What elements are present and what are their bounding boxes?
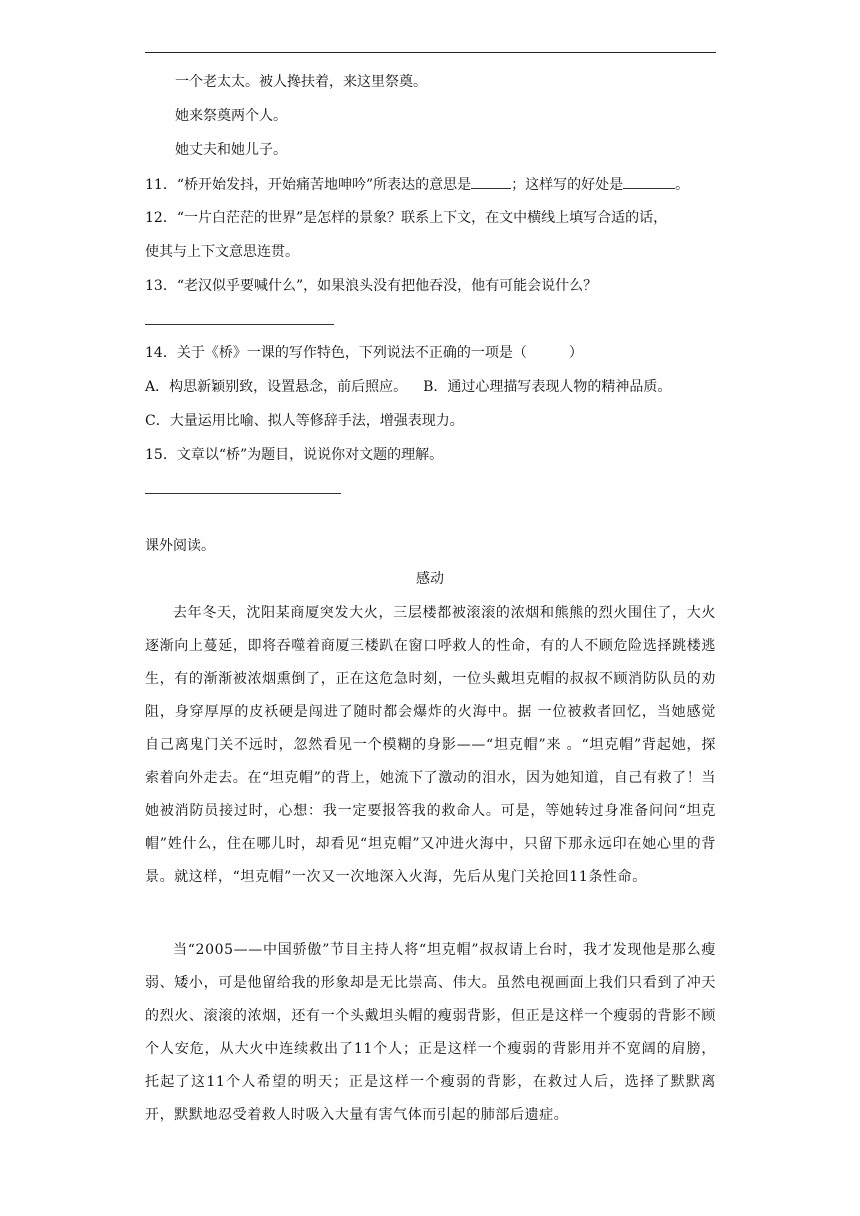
answer-line-15[interactable]	[145, 493, 341, 494]
answer-blank-11a[interactable]	[471, 174, 511, 189]
option-a[interactable]: A．构思新颖别致，设置悬念，前后照应。	[145, 379, 408, 395]
option-b[interactable]: B．通过心理描写表现人物的精神品质。	[423, 379, 672, 395]
question-11-part-b: ；这样写的好处是	[511, 177, 624, 193]
fragment-line-2: 她来祭奠两个人。	[175, 108, 287, 124]
question-12-line-2: 使其与上下文意思连贯。	[145, 244, 299, 260]
fragment-line-1: 一个老太太。被人搀扶着，来这里祭奠。	[175, 74, 427, 90]
question-11-part-c: 。	[675, 177, 690, 193]
question-15: 15．文章以“桥”为题目，说说你对文题的理解。	[145, 447, 444, 463]
question-12-line-1: 12．“一片白茫茫的世界”是怎样的景象？联系上下文，在文中横线上填写合适的话，	[145, 210, 668, 226]
passage-title: 感动	[416, 571, 444, 587]
header-rule	[145, 52, 716, 53]
fragment-line-3: 她丈夫和她儿子。	[175, 142, 287, 158]
question-14-option-c-line	[145, 411, 716, 431]
question-11	[145, 174, 716, 195]
answer-line-13[interactable]	[145, 324, 334, 325]
question-11-part-a: 11．“桥开始发抖，开始痛苦地呻吟”所表达的意思是	[145, 177, 472, 193]
passage-paragraph-1: 去年冬天，沈阳某商厦突发大火，三层楼都被滚滚的浓烟和熊熊的烈火围住了，大火逐渐向上蔓延，即将吞噬着商厦三楼趴在窗口呼救人的性命，有的人不顾危险选择跳楼逃生，有的渐渐被浓烟熏倒了，正在这危急时刻，一位头戴坦克帽的叔叔不顾消防队员的劝阻，身穿厚厚的皮袄硬是闯进了随时都会爆炸的火海中。据 一位被救者回忆，当她感觉自己离鬼门关不远时，忽然看见一个模糊的身影——“坦克帽”来 。“坦克帽”背起她，探索着向外走去。在“坦克帽”的背上，她流下了激动的泪水，因为她知道，自己有救了！当她被消防员接过时，心想：我一定要报答我的救命人。可是，等她转过身准备问问“坦克帽”姓什么，住在哪儿时，却看见“坦克帽”又冲进火海中，只留下那永远印在她心里的背景。就这样，“坦克帽”一次又一次地深入火海，先后从鬼门关抢回11条性命。	[145, 605, 716, 885]
option-c[interactable]: C．大量运用比喻、拟人等修辞手法，增强表现力。	[145, 413, 464, 429]
passage-paragraph-2: 当“2005——中国骄傲”节目主持人将“坦克帽”叔叔请上台时，我才发现他是那么瘦弱、矮小，可是他留给我的形象却是无比崇高、伟大。虽然电视画面上我们只看到了冲天的烈火、滚滚的浓烟，还有一个头戴坦头帽的瘦弱背影，但正是这样一个瘦弱的背影不顾个人安危，从大火中连续救出了11个人；正是这样一个瘦弱的背影用并不宽阔的肩膀，托起了这11个人希望的明天；正是这样一个瘦弱的背影，在救过人后，选择了默默离开，默默地忍受着救人时吸入大量有害气体而引起的肺部后遗症。	[145, 942, 716, 1123]
question-13: 13．“老汉似乎要喊什么”，如果浪头没有把他吞没，他有可能会说什么？	[145, 278, 598, 294]
section-label: 课外阅读。	[145, 538, 215, 554]
question-14-options-ab	[145, 377, 716, 397]
question-14: 14．关于《桥》一课的写作特色，下列说法不正确的一项是（ ）	[145, 345, 583, 361]
answer-blank-11b[interactable]	[623, 174, 675, 189]
